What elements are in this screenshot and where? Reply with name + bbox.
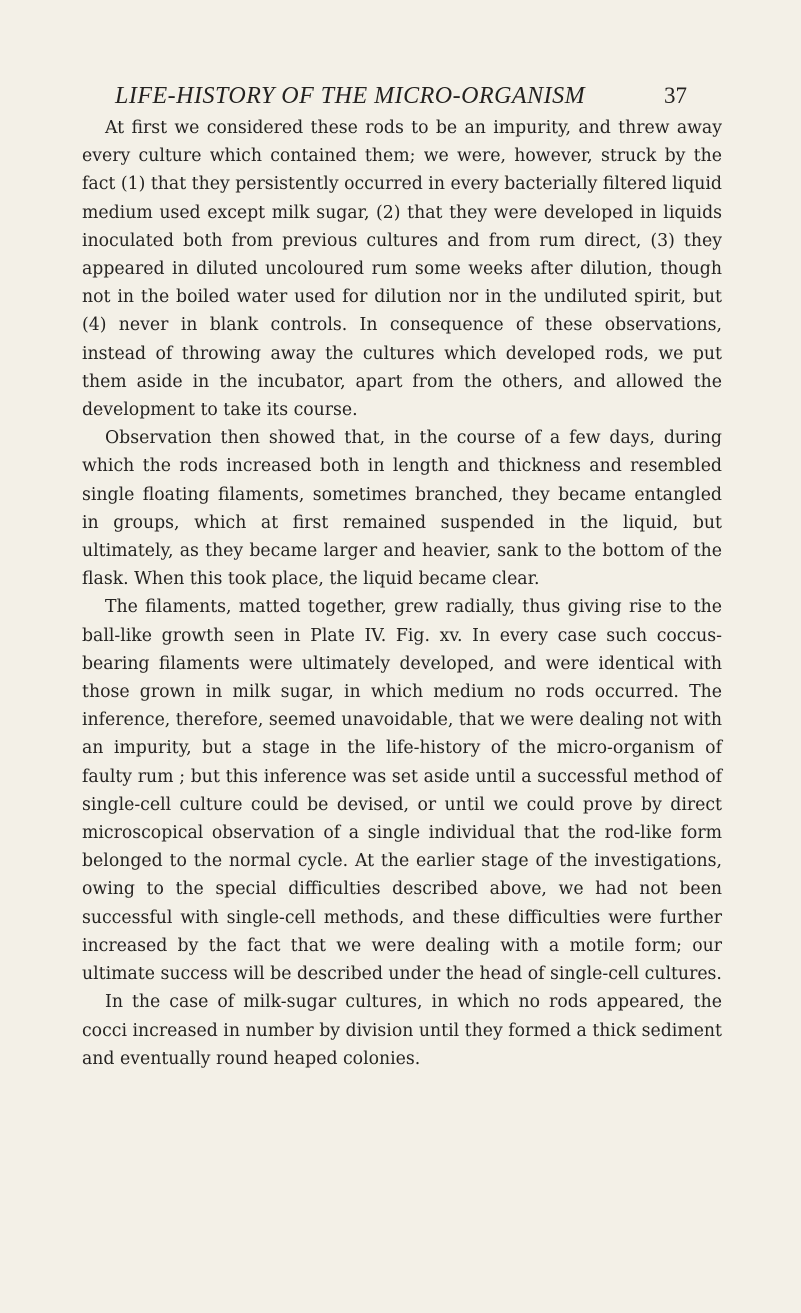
paragraph-2: Observation then showed that, in the course of a few days, during which the rods increased both in length and thickness and resembled single floating filaments, sometimes branched, they became entangled in groups, which at first remained suspended in the liquid, but ultimately, as they became larger and heavier, sank to the bottom of the flask. When this took place, the liquid became clear. [82, 428, 722, 590]
paragraph-4: In the case of milk-sugar cultures, in which no rods appeared, the cocci increased in number by division until they formed a thick sediment and eventually round heaped colonies. [82, 992, 722, 1069]
page-number: 37 [664, 83, 687, 108]
running-head [115, 81, 687, 117]
running-title: LIFE-HISTORY OF THE MICRO-ORGANISM [115, 83, 586, 109]
paragraph-1: At first we considered these rods to be an impurity, and threw away every culture which contained them; we were, however, struck by the fact (1) that they persistently occurred in every bacterially filtered liquid medium used except milk sugar, (2) that they were developed in liquids inoculated both from previous cultures and from rum direct, (3) they appeared in diluted uncoloured rum some weeks after dilution, though not in the boiled water used for dilution nor in the undiluted spirit, but (4) never in blank controls. In consequence of these observations, instead of throwing away the cultures which developed rods, we put them aside in the incubator, apart from the others, and allowed the development to take its course. [82, 118, 722, 421]
paragraph-3: The filaments, matted together, grew radially, thus giving rise to the ball-like growth seen in Plate IV. Fig. xv. In every case such coccus-bearing filaments were ultimately developed, and were identical with those grown in milk sugar, in which medium no rods occurred. The inference, therefore, seemed unavoidable, that we were dealing not with an impurity, but a stage in the life-history of the micro-organism of faulty rum ; but this inference was set aside until a successful method of single-cell culture could be devised, or until we could prove by direct microscopical observation of a single individual that the rod-like form belonged to the normal cycle. At the earlier stage of the investigations, owing to the special difficulties described above, we had not been successful with single-cell methods, and these difficulties were further increased by the fact that we were dealing with a motile form; our ultimate success will be described under the head of single-cell cultures. [82, 597, 722, 985]
body-text [82, 114, 722, 1073]
